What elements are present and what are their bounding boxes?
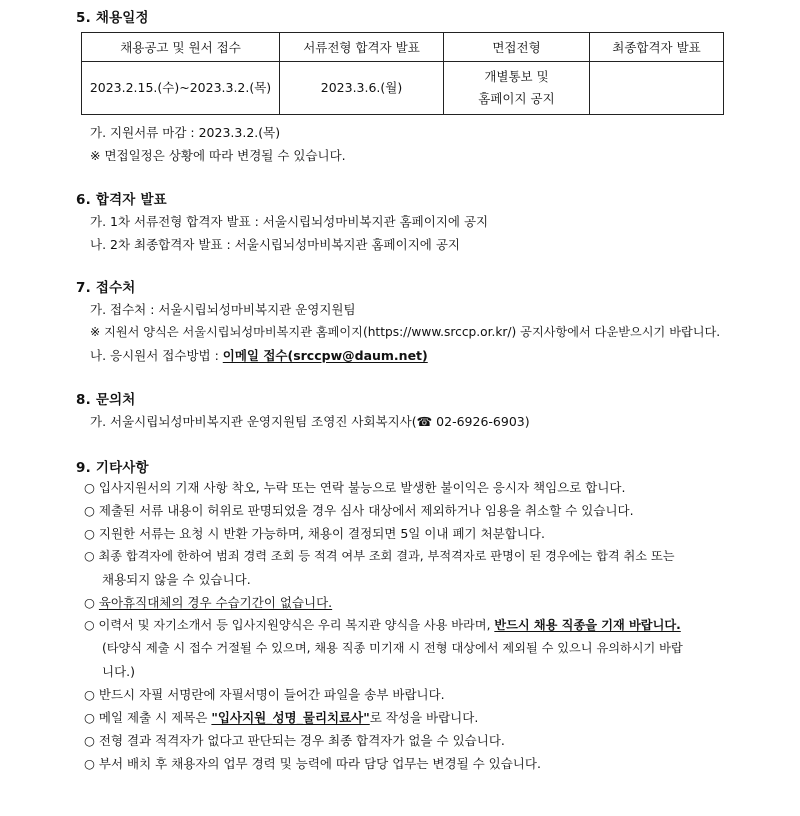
reception-method: [90, 346, 428, 364]
announce-item-1: 가. 1차 서류전형 합격자 발표 : 서울시립뇌성마비복지관 홈페이지에 공지: [90, 214, 489, 229]
schedule-table: [81, 32, 724, 115]
interview-change-note: ※ 면접일정은 상황에 따라 변경될 수 있습니다.: [90, 148, 346, 163]
emphasis-text: "입사지원_성명_물리치료사": [211, 710, 370, 725]
list-item-text: 제출된 서류 내용이 허위로 판명되었을 경우 심사 대상에서 제외하거나 임용을 취소할 수 있습니다.: [98, 503, 634, 518]
reception-item-1: 가. 접수처 : 서울시립뇌성마비복지관 운영지원팀: [90, 302, 356, 317]
list-item: [84, 616, 681, 633]
list-item: [84, 547, 675, 564]
list-item-text: 최종 합격자에 한하여 범죄 경력 조회 등 적격 여부 조회 결과, 부적격자로 판명이 된 경우에는 합격 취소 또는: [98, 549, 675, 563]
bullet: ○: [84, 733, 95, 748]
header-interview: 면접전형: [444, 33, 590, 62]
list-item-text: 반드시 자필 서명란에 자필서명이 들어간 파일을 송부 바랍니다.: [98, 687, 445, 702]
list-item-text: 입사지원서의 기재 사항 착오, 누락 또는 연락 불능으로 발생한 불이익은 응시자 책임으로 합니다.: [98, 480, 626, 495]
cell-interview-line1: 개별통보 및: [484, 69, 549, 84]
bullet: ○: [84, 687, 95, 702]
list-item: [84, 501, 634, 519]
cell-interview-line2: 홈페이지 공지: [478, 91, 555, 106]
list-item-text: 이력서 및 자기소개서 등 입사지원양식은 우리 복지관 양식을 사용 바라며,: [98, 618, 495, 632]
list-item-continuation: 채용되지 않을 수 있습니다.: [102, 572, 251, 587]
bullet: ○: [84, 503, 95, 518]
section-5-title: 5. 채용일정: [76, 10, 149, 26]
contact-phone: 02-6926-6903): [432, 414, 530, 429]
list-item: [84, 478, 625, 496]
list-item-text: 육아휴직대체의 경우 수습기간이 없습니다.: [98, 595, 333, 610]
contact-label: 가. 서울시립뇌성마비복지관 운영지원팀 조영진 사회복지사(: [90, 414, 417, 429]
deadline-note: 가. 지원서류 마감 : 2023.3.2.(목): [90, 125, 281, 140]
schedule-row: [82, 62, 724, 115]
bullet: ○: [84, 526, 95, 541]
bullet: ○: [84, 595, 95, 610]
list-item: [84, 708, 478, 726]
header-final-result: 최종합격자 발표: [590, 33, 724, 62]
phone-icon: ☎: [416, 414, 433, 429]
list-item: [84, 754, 541, 772]
header-doc-result: 서류전형 합격자 발표: [280, 33, 444, 62]
list-item-text: 메일 제출 시 제목은: [98, 710, 212, 725]
list-item-text: 전형 결과 적격자가 없다고 판단되는 경우 최종 합격자가 없을 수 있습니다.: [98, 733, 505, 748]
section-9-title: 9. 기타사항: [76, 460, 149, 476]
list-item-continuation: (타양식 제출 시 접수 거절될 수 있으며, 채용 직종 미기재 시 전형 대상에서 제외될 수 있으니 유의하시기 바랍: [102, 641, 683, 655]
list-item: [84, 685, 445, 703]
cell-interview: [444, 62, 590, 115]
emphasis-text: 반드시 채용 직종을 기재 바랍니다.: [494, 618, 681, 632]
list-item: [84, 593, 332, 611]
list-item: [84, 731, 505, 749]
cell-doc-result-date: 2023.3.6.(월): [280, 62, 444, 115]
contact-item: [90, 412, 530, 430]
reception-method-label: 나. 응시원서 접수방법 :: [90, 348, 223, 363]
list-item-continuation: 니다.): [102, 664, 136, 679]
header-apply: 채용공고 및 원서 접수: [82, 33, 280, 62]
list-item: [84, 524, 545, 542]
reception-email-link[interactable]: 이메일 접수(srccpw@daum.net): [222, 348, 428, 363]
announce-item-2: 나. 2차 최종합격자 발표 : 서울시립뇌성마비복지관 홈페이지에 공지: [90, 237, 460, 252]
cell-final-result: [590, 62, 724, 115]
bullet: ○: [84, 756, 95, 771]
schedule-header-row: [82, 33, 724, 62]
form-download-note: ※ 지원서 양식은 서울시립뇌성마비복지관 홈페이지(https://www.srccp.or.kr/) 공지사항에서 다운받으시기 바랍니다.: [90, 325, 721, 339]
section-7-title: 7. 접수처: [76, 280, 136, 296]
bullet: ○: [84, 710, 95, 725]
bullet: ○: [84, 480, 95, 495]
section-6-title: 6. 합격자 발표: [76, 192, 167, 208]
bullet: ○: [84, 618, 95, 632]
list-item-text: 지원한 서류는 요청 시 반환 가능하며, 채용이 결정되면 5일 이내 폐기 처분합니다.: [98, 526, 545, 541]
cell-apply-period: 2023.2.15.(수)~2023.3.2.(목): [82, 62, 280, 115]
list-item-text: 로 작성을 바랍니다.: [369, 710, 479, 725]
list-item-text: 부서 배치 후 채용자의 업무 경력 및 능력에 따라 담당 업무는 변경될 수 있습니다.: [98, 756, 541, 771]
bullet: ○: [84, 549, 95, 563]
section-8-title: 8. 문의처: [76, 392, 136, 408]
